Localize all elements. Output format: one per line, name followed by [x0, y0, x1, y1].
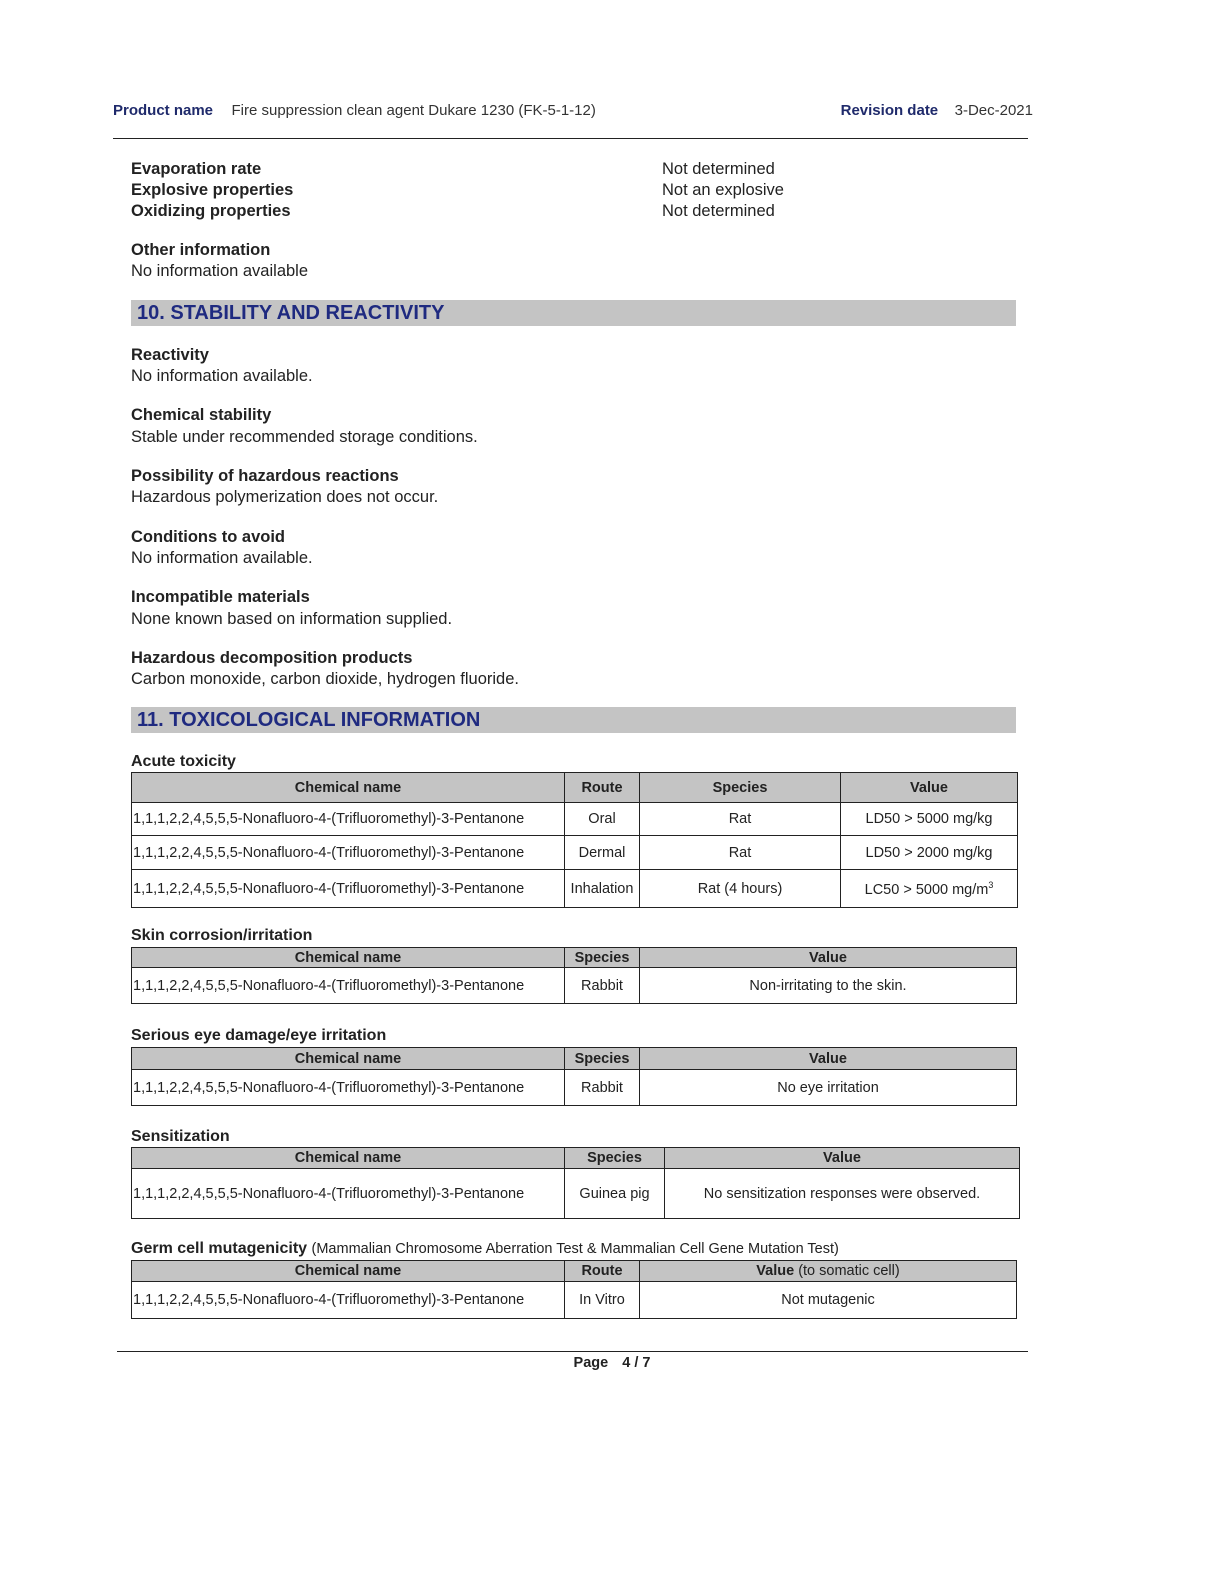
footer-divider [117, 1351, 1028, 1352]
revision-date: 3-Dec-2021 [954, 102, 1033, 119]
acute-toxicity-title: Acute toxicity [131, 753, 236, 770]
document-header [113, 102, 1033, 124]
species-cell: Rabbit [565, 968, 640, 1004]
incompatible-materials-label: Incompatible materials [131, 588, 310, 606]
route-cell: Dermal [565, 836, 640, 870]
sensitization-table [131, 1147, 1020, 1219]
value-cell: LD50 > 2000 mg/kg [841, 836, 1018, 870]
property-row [131, 180, 831, 201]
sensitization-title: Sensitization [131, 1128, 230, 1145]
species-cell: Rat [640, 803, 841, 836]
value-cell: LD50 > 5000 mg/kg [841, 803, 1018, 836]
chemical-name-cell: 1,1,1,2,2,4,5,5,5-Nonafluoro-4-(Trifluoromethyl)-3-Pentanone [132, 870, 565, 908]
species-cell: Rat (4 hours) [640, 870, 841, 908]
species-cell: Rat [640, 836, 841, 870]
reactivity-text: No information available. [131, 367, 313, 385]
table-row [132, 1070, 1017, 1106]
conditions-to-avoid-label: Conditions to avoid [131, 528, 285, 546]
value-header-text: Value [756, 1263, 795, 1279]
value-header-note: (to somatic cell) [798, 1263, 900, 1279]
reactivity-label: Reactivity [131, 346, 209, 364]
germ-cell-title [131, 1240, 839, 1258]
property-value: Not determined [662, 160, 775, 178]
table-row [132, 870, 1018, 908]
table-row [132, 968, 1017, 1004]
property-row [131, 159, 831, 180]
superscript: 3 [988, 879, 994, 890]
column-header: Chemical name [132, 1261, 565, 1282]
column-header: Value [665, 1148, 1020, 1169]
table-row [132, 1169, 1020, 1219]
conditions-to-avoid-text: No information available. [131, 549, 313, 567]
column-header: Value [640, 948, 1017, 968]
section-10-bar [131, 300, 1016, 326]
value-cell: Not mutagenic [640, 1282, 1017, 1319]
column-header: Chemical name [132, 1148, 565, 1169]
column-header: Chemical name [132, 948, 565, 968]
chemical-name-cell: 1,1,1,2,2,4,5,5,5-Nonafluoro-4-(Trifluoromethyl)-3-Pentanone [132, 803, 565, 836]
properties-list [131, 159, 831, 222]
skin-corrosion-title: Skin corrosion/irritation [131, 927, 313, 944]
value-cell: Non-irritating to the skin. [640, 968, 1017, 1004]
section-11-bar [131, 707, 1016, 733]
property-label: Explosive properties [131, 181, 294, 199]
property-value: Not an explosive [662, 181, 784, 199]
table-row [132, 803, 1018, 836]
property-value: Not determined [662, 202, 775, 220]
value-cell [841, 870, 1018, 908]
germ-cell-title-note: (Mammalian Chromosome Aberration Test & Mammalian Cell Gene Mutation Test) [311, 1241, 839, 1257]
column-header: Route [565, 1261, 640, 1282]
revision-block [841, 102, 1033, 120]
section-11-title: 11. TOXICOLOGICAL INFORMATION [137, 709, 481, 731]
other-info-text: No information available [131, 262, 309, 280]
chemical-name-cell: 1,1,1,2,2,4,5,5,5-Nonafluoro-4-(Trifluoromethyl)-3-Pentanone [132, 968, 565, 1004]
value-text: LC50 > 5000 mg/m [864, 881, 989, 898]
acute-toxicity-table [131, 772, 1018, 908]
chemical-name-cell: 1,1,1,2,2,4,5,5,5-Nonafluoro-4-(Trifluoromethyl)-3-Pentanone [132, 1070, 565, 1106]
eye-damage-table [131, 1047, 1017, 1106]
column-header [640, 1261, 1017, 1282]
product-name-label: Product name [113, 102, 214, 119]
page-footer [0, 1355, 1224, 1371]
revision-date-label: Revision date [840, 102, 939, 119]
header-divider [113, 138, 1028, 139]
product-name: Fire suppression clean agent Dukare 1230 (FK-5-1-12) [231, 102, 596, 119]
chemical-stability-label: Chemical stability [131, 406, 272, 424]
incompatible-materials-text: None known based on information supplied. [131, 610, 453, 628]
section-10-title: 10. STABILITY AND REACTIVITY [137, 302, 445, 324]
chemical-name-cell: 1,1,1,2,2,4,5,5,5-Nonafluoro-4-(Trifluoromethyl)-3-Pentanone [132, 836, 565, 870]
table-row [132, 836, 1018, 870]
chemical-stability-text: Stable under recommended storage conditions. [131, 428, 478, 446]
table-row [132, 1282, 1017, 1319]
hazardous-reactions-label: Possibility of hazardous reactions [131, 467, 399, 485]
route-cell: In Vitro [565, 1282, 640, 1319]
page-label: Page [573, 1355, 609, 1371]
column-header: Value [640, 1048, 1017, 1070]
column-header: Value [841, 773, 1018, 803]
property-label: Oxidizing properties [131, 202, 291, 220]
column-header: Species [565, 1148, 665, 1169]
species-cell: Guinea pig [565, 1169, 665, 1219]
column-header: Chemical name [132, 1048, 565, 1070]
chemical-name-cell: 1,1,1,2,2,4,5,5,5-Nonafluoro-4-(Trifluoromethyl)-3-Pentanone [132, 1169, 565, 1219]
value-cell: No sensitization responses were observed. [665, 1169, 1020, 1219]
page-number: 4 / 7 [622, 1355, 651, 1371]
germ-cell-table [131, 1260, 1017, 1319]
decomposition-products-text: Carbon monoxide, carbon dioxide, hydrogen fluoride. [131, 670, 519, 688]
skin-corrosion-table [131, 947, 1017, 1004]
other-info-label: Other information [131, 241, 271, 259]
route-cell: Inhalation [565, 870, 640, 908]
hazardous-reactions-text: Hazardous polymerization does not occur. [131, 488, 439, 506]
germ-cell-title-text: Germ cell mutagenicity [131, 1240, 308, 1257]
property-label: Evaporation rate [131, 160, 262, 178]
route-cell: Oral [565, 803, 640, 836]
decomposition-products-label: Hazardous decomposition products [131, 649, 413, 667]
species-cell: Rabbit [565, 1070, 640, 1106]
column-header: Chemical name [132, 773, 565, 803]
column-header: Species [565, 948, 640, 968]
property-row [131, 201, 831, 222]
column-header: Species [640, 773, 841, 803]
chemical-name-cell: 1,1,1,2,2,4,5,5,5-Nonafluoro-4-(Trifluoromethyl)-3-Pentanone [132, 1282, 565, 1319]
eye-damage-title: Serious eye damage/eye irritation [131, 1027, 387, 1044]
column-header: Route [565, 773, 640, 803]
value-cell: No eye irritation [640, 1070, 1017, 1106]
column-header: Species [565, 1048, 640, 1070]
